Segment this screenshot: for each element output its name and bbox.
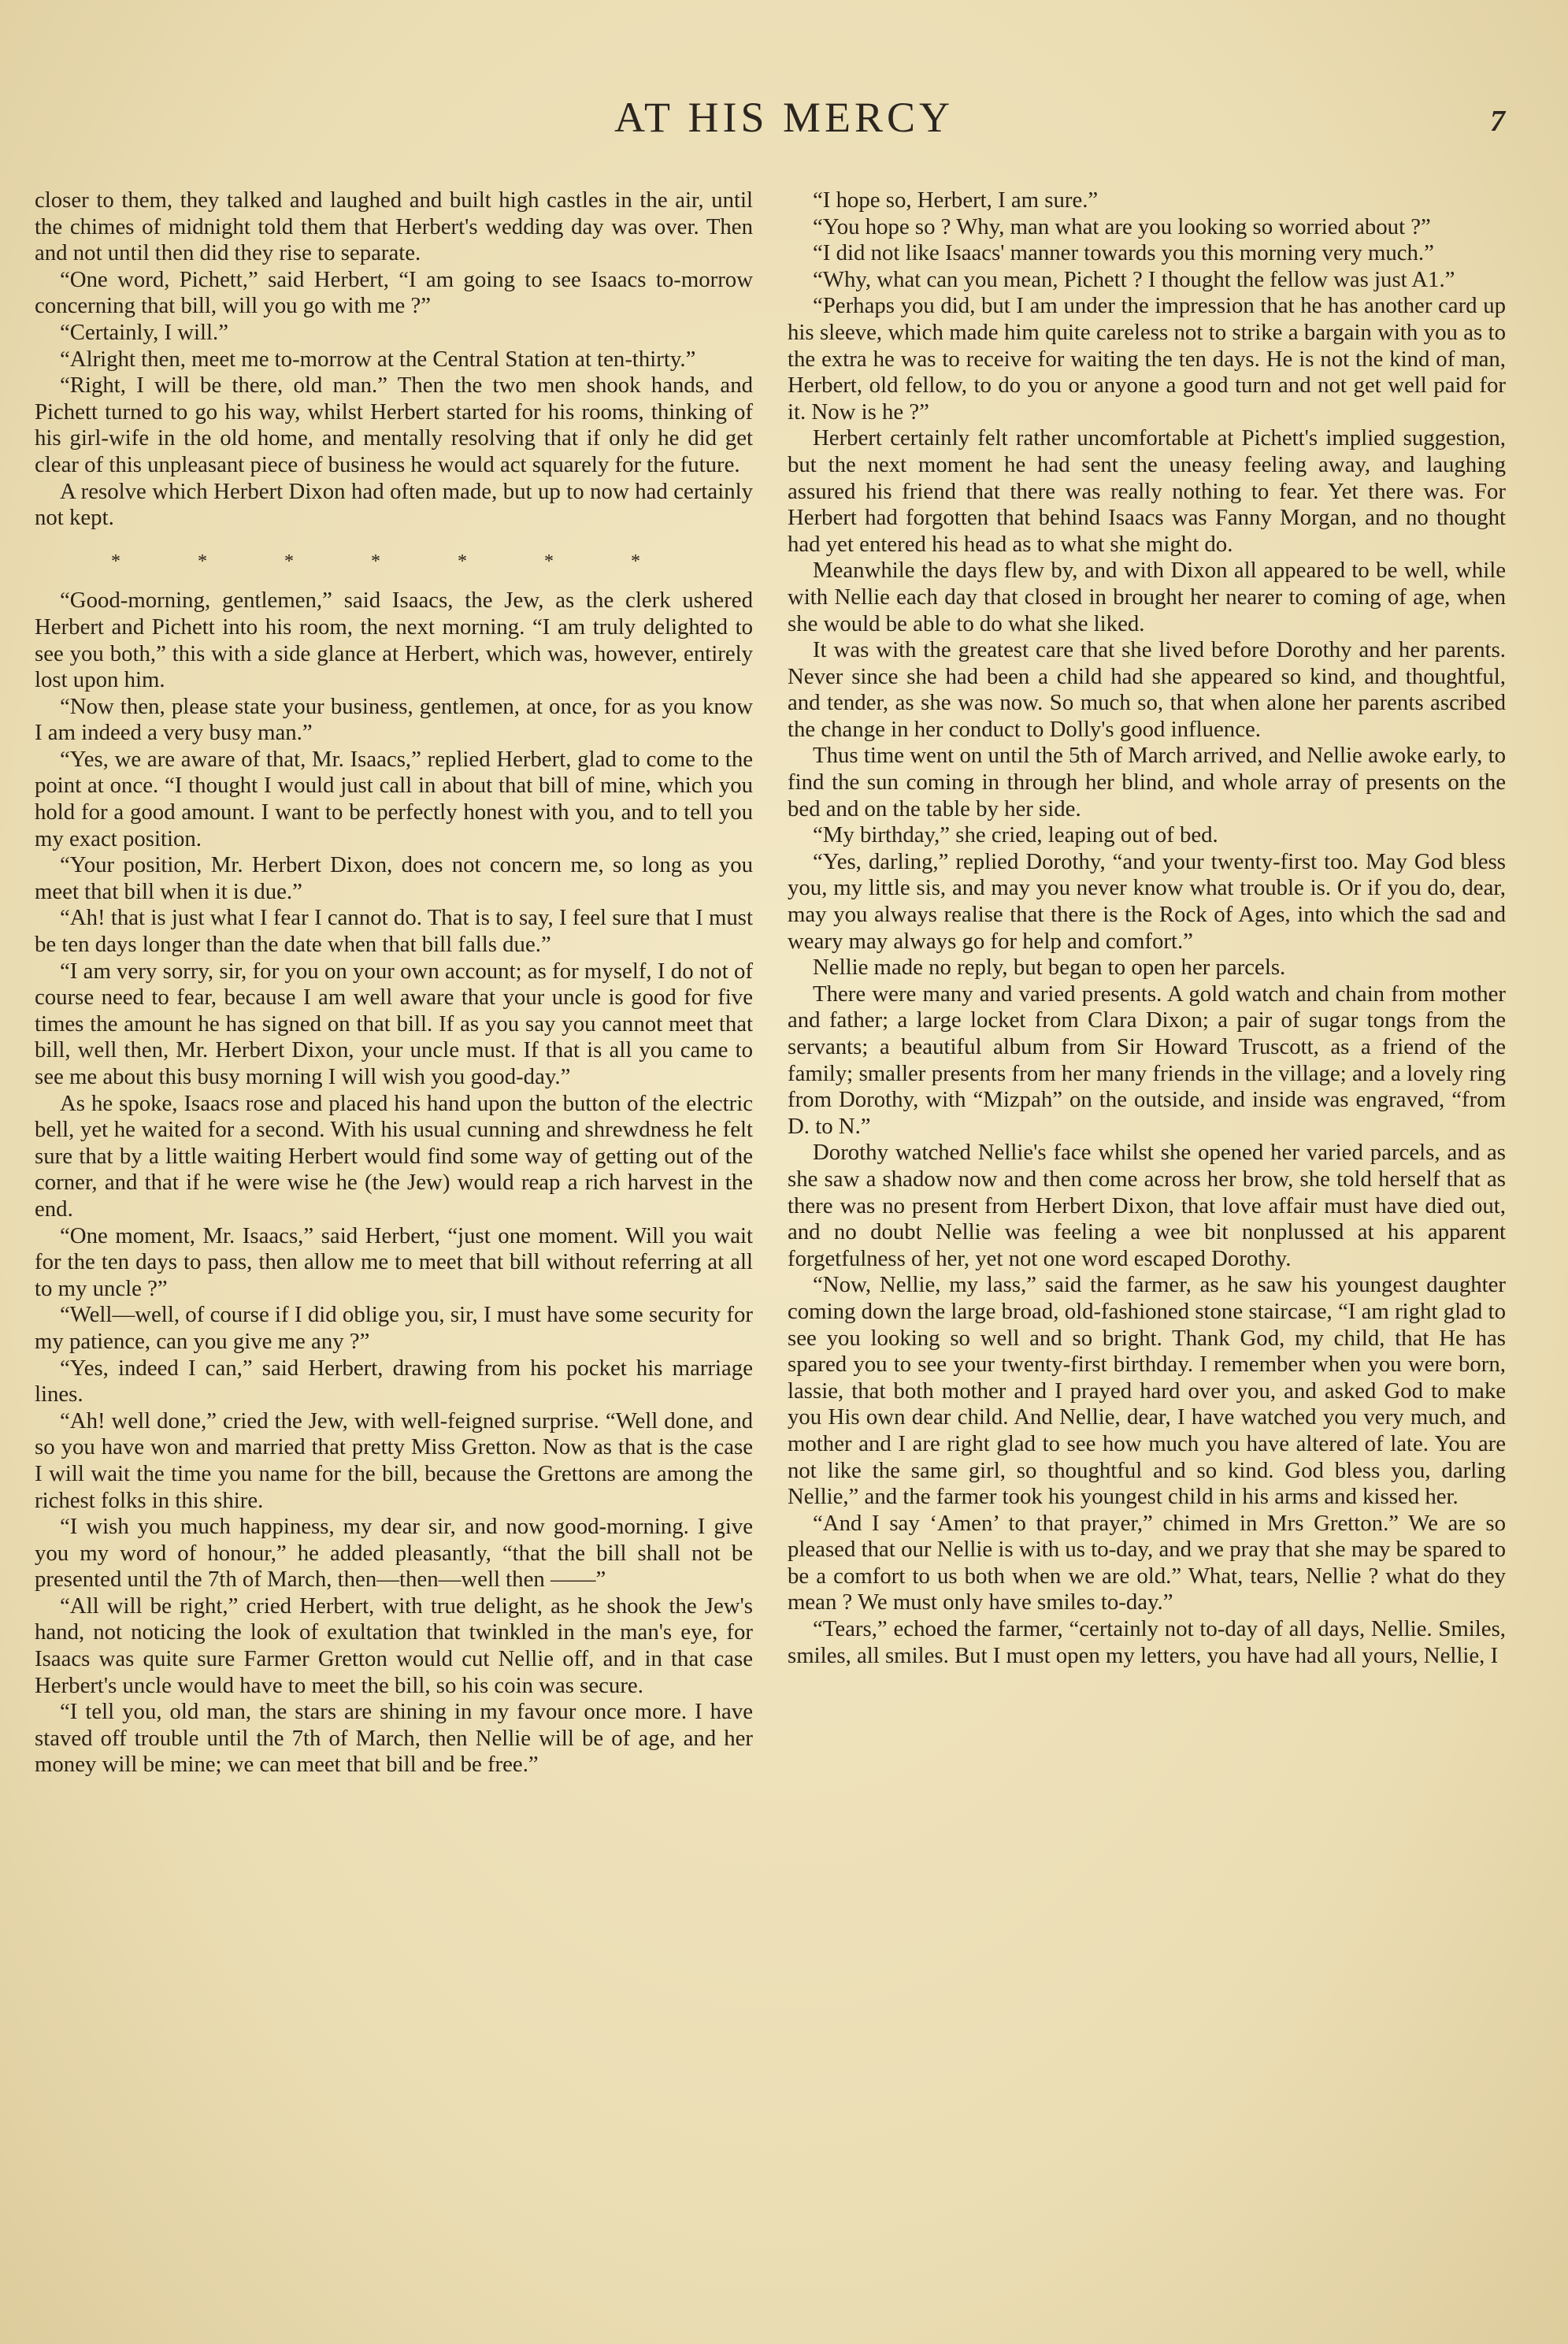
paragraph: “Yes, we are aware of that, Mr. Isaacs,” replied Herbert, glad to come to the point at once. “I thought I would just call in about that bill of mine, which you hold for a good amount. I want to be perfectly honest with you, and to tell you my exact position.	[35, 746, 753, 851]
paragraph: “I tell you, old man, the stars are shining in my favour once more. I have staved off trouble until the 7th of March, then Nellie will be of age, and her money will be mine; we can meet that bill and be free.”	[35, 1699, 753, 1778]
paragraph: “My birthday,” she cried, leaping out of bed.	[813, 822, 1218, 848]
paragraph: “Now then, please state your business, gentlemen, at once, for as you know I am indeed a very busy man.”	[35, 693, 753, 746]
paragraph: “Yes, darling,” replied Dorothy, “and your twenty-first too. May God bless you, my little sis, and may you never know what trouble is. Or if you do, dear, may you always realise that there is the Rock of Ages, into which the sad and weary may always go for help and comfort.”	[788, 848, 1506, 954]
paragraph: “Ah! that is just what I fear I cannot do. That is to say, I feel sure that I must be ten days longer than the date when that bill falls due.”	[35, 905, 753, 958]
paragraph: “All will be right,” cried Herbert, with true delight, as he shook the Jew's hand, not noticing the look of exultation that twinkled in the man's eye, for Isaacs was quite sure Farmer Gretton would cut Nellie off, and in that case Herbert's uncle would have to meet the bill, so his coin was secure.	[35, 1593, 753, 1698]
paragraph: “Now, Nellie, my lass,” said the farmer, as he saw his youngest daughter coming down the large broad, old-fashioned stone staircase, “I am right glad to see you looking so well and so bright. Thank God, my child, that He has spared you to see your twenty-first birthday. I remember when you were born, lassie, that both mother and I prayed hard over you, and asked God to make you His own dear child. And Nellie, dear, I have watched you very much, and mother and I are right glad to see how much you have altered of late. You are not like the same girl, so thoughtful and so kind. God bless you, darling Nellie,” and the farmer took his youngest child in his arms and kissed her.	[788, 1272, 1506, 1510]
paragraph: “I hope so, Herbert, I am sure.”	[813, 187, 1099, 213]
paragraph: closer to them, they talked and laughed and built high castles in the air, until the chimes of midnight told them that Herbert's wedding day was over. Then and not until then did they rise to separate.	[35, 187, 753, 266]
paragraph: “One word, Pichett,” said Herbert, “I am going to see Isaacs to-morrow concerning that bill, will you go with me ?”	[35, 266, 753, 319]
paragraph: Thus time went on until the 5th of March arrived, and Nellie awoke early, to find the sun coming in through her blind, and whole array of presents on the bed and on the table by her side.	[788, 743, 1506, 822]
paragraph: “Your position, Mr. Herbert Dixon, does not concern me, so long as you meet that bill when it is due.”	[35, 852, 753, 904]
paragraph: As he spoke, Isaacs rose and placed his hand upon the button of the electric bell, yet he waited for a second. With his usual cunning and shrewdness he felt sure that by a little waiting Herbert would find some way of getting out of the corner, and that if he were wise he (the Jew) would reap a rich harvest in the end.	[35, 1090, 753, 1222]
paragraph: “Perhaps you did, but I am under the impression that he has another card up his sleeve, which made him quite careless not to strike a bargain with you as to the extra he was to receive for waiting the ten days. He is not the kind of man, Herbert, old fellow, to do you or anyone a good turn and not get well paid for it. Now is he ?”	[788, 293, 1506, 425]
paragraph: “Certainly, I will.”	[60, 319, 229, 345]
paragraph: “And I say ‘Amen’ to that prayer,” chimed in Mrs Gretton.” We are so pleased that our Nellie is with us to-day, and we pray that she may be spared to be a comfort to us both when we are old.” What, tears, Nellie ? what do they mean ? We must only have smiles to-day.”	[788, 1510, 1506, 1615]
paragraph: “Well—well, of course if I did oblige you, sir, I must have some security for my patience, can you give me any ?”	[35, 1302, 753, 1354]
paragraph: “I wish you much happiness, my dear sir, and now good-morning. I give you my word of honour,” he added pleasantly, “that the bill shall not be presented until the 7th of March, then—then—well then ——”	[35, 1514, 753, 1593]
section-separator: * * * * * * *	[111, 551, 677, 572]
paragraph: “You hope so ? Why, man what are you looking so worried about ?”	[813, 213, 1431, 239]
paragraph: “Ah! well done,” cried the Jew, with well-feigned surprise. “Well done, and so you have won and married that pretty Miss Gretton. Now as that is the case I will wait the time you name for the bill, because the Grettons are among the richest folks in this shire.	[35, 1408, 753, 1513]
paragraph: “One moment, Mr. Isaacs,” said Herbert, “just one moment. Will you wait for the ten days to pass, then allow me to meet that bill without referring at all to my uncle ?”	[35, 1222, 753, 1301]
paragraph: “Why, what can you mean, Pichett ? I thought the fellow was just A1.”	[813, 266, 1455, 292]
paragraph: “Yes, indeed I can,” said Herbert, drawing from his pocket his marriage lines.	[35, 1355, 753, 1408]
paragraph: Herbert certainly felt rather uncomfortable at Pichett's implied suggestion, but the next moment he had sent the uneasy feeling away, and laughing assured his friend that there was really nothing to fear. Yet there was. For Herbert had forgotten that behind Isaacs was Fanny Morgan, and no thought had yet entered his head as to what she might do.	[788, 425, 1506, 557]
paragraph: There were many and varied presents. A gold watch and chain from mother and father; a large locket from Clara Dixon; a pair of sugar tongs from the servants; a beautiful album from Sir Howard Truscott, as a friend of the family; smaller presents from her many friends in the village; and a lovely ring from Dorothy, with “Mizpah” on the outside, and inside was engraved, “from D. to N.”	[788, 981, 1506, 1139]
paragraph: “Good-morning, gentlemen,” said Isaacs, the Jew, as the clerk ushered Herbert and Pichett into his room, the next morning. “I am truly delighted to see you both,” this with a side glance at Herbert, which was, however, entirely lost upon him.	[35, 588, 753, 693]
left-column	[35, 187, 753, 1778]
paragraph: “Right, I will be there, old man.” Then the two men shook hands, and Pichett turned to go his way, whilst Herbert started for his rooms, thinking of his girl-wife in the old home, and mentally resolving that if only he did get clear of this unpleasant piece of business he would act squarely for the future.	[35, 373, 753, 477]
paragraph: A resolve which Herbert Dixon had often made, but up to now had certainly not kept.	[35, 478, 753, 531]
right-column	[788, 187, 1506, 1669]
paragraph: “I did not like Isaacs' manner towards you this morning very much.”	[813, 240, 1434, 266]
page-number: 7	[1490, 105, 1505, 138]
paragraph: It was with the greatest care that she lived before Dorothy and her parents. Never since she had been a child had she appeared so kind, and thoughtful, and tender, as she was now. So much so, that when alone her parents ascribed the change in her conduct to Dolly's good influence.	[788, 637, 1506, 742]
paragraph: “I am very sorry, sir, for you on your own account; as for myself, I do not of course need to fear, because I am well aware that your uncle is good for five times the amount he has signed on that bill. If as you say you cannot meet that bill, well then, Mr. Herbert Dixon, your uncle must. If that is all you came to see me about this busy morning I will wish you good-day.”	[35, 958, 753, 1089]
paragraph: Nellie made no reply, but began to open her parcels.	[813, 955, 1286, 981]
paragraph: Meanwhile the days flew by, and with Dixon all appeared to be well, while with Nellie each day that closed in brought her nearer to coming of age, when she would be able to do what she liked.	[788, 558, 1506, 636]
paragraph: “Alright then, meet me to-morrow at the Central Station at ten-thirty.”	[60, 346, 696, 372]
paragraph: Dorothy watched Nellie's face whilst she opened her varied parcels, and as she saw a shadow now and then come across her brow, she told herself that as there was no present from Herbert Dixon, that love affair must have died out, and no doubt Nellie was feeling a wee bit nonplussed at his apparent forgetfulness of her, yet not one word escaped Dorothy.	[788, 1140, 1506, 1271]
running-title: AT HIS MERCY	[613, 94, 955, 141]
paragraph: “Tears,” echoed the farmer, “certainly not to-day of all days, Nellie. Smiles, smiles, all smiles. But I must open my letters, you have had all yours, Nellie, I	[788, 1616, 1506, 1668]
